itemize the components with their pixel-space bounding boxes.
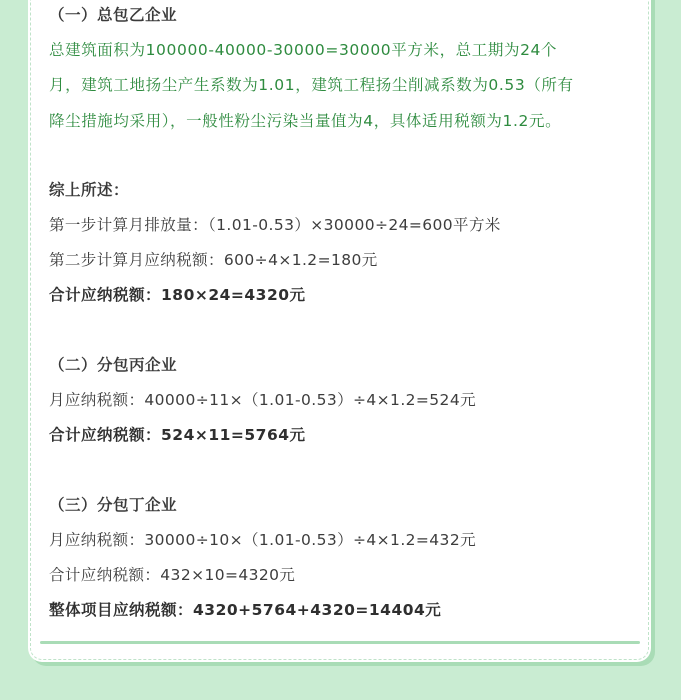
card-dashed-border [30, 0, 649, 660]
section-c-heading: （三）分包丁企业 [49, 496, 178, 514]
project-total: 整体项目应纳税额：4320+5764+4320=14404元 [49, 601, 442, 619]
section-c-total: 合计应纳税额：432×10=4320元 [49, 566, 296, 584]
bottom-divider [40, 641, 640, 644]
section-a-total: 合计应纳税额：180×24=4320元 [49, 286, 306, 304]
section-b-heading: （二）分包丙企业 [49, 356, 178, 374]
content-card [28, 0, 651, 662]
summary-label: 综上所述： [49, 181, 130, 199]
section-a-step-1: 第一步计算月排放量：（1.01-0.53）×30000÷24=600平方米 [49, 216, 501, 234]
section-a-heading: （一）总包乙企业 [49, 6, 178, 24]
section-b-monthly: 月应纳税额：40000÷11×（1.01-0.53）÷4×1.2=524元 [49, 391, 476, 409]
section-b-total: 合计应纳税额：524×11=5764元 [49, 426, 306, 444]
section-c-monthly: 月应纳税额：30000÷10×（1.01-0.53）÷4×1.2=432元 [49, 531, 476, 549]
section-a-description-line-1: 总建筑面积为100000-40000-30000=30000平方米，总工期为24个 [49, 41, 558, 59]
section-a-description-line-3: 降尘措施均采用），一般性粉尘污染当量值为4，具体适用税额为1.2元。 [49, 112, 562, 130]
section-a-description-line-2: 月，建筑工地扬尘产生系数为1.01，建筑工程扬尘削减系数为0.53（所有 [49, 76, 574, 94]
section-a-step-2: 第二步计算月应纳税额：600÷4×1.2=180元 [49, 251, 378, 269]
